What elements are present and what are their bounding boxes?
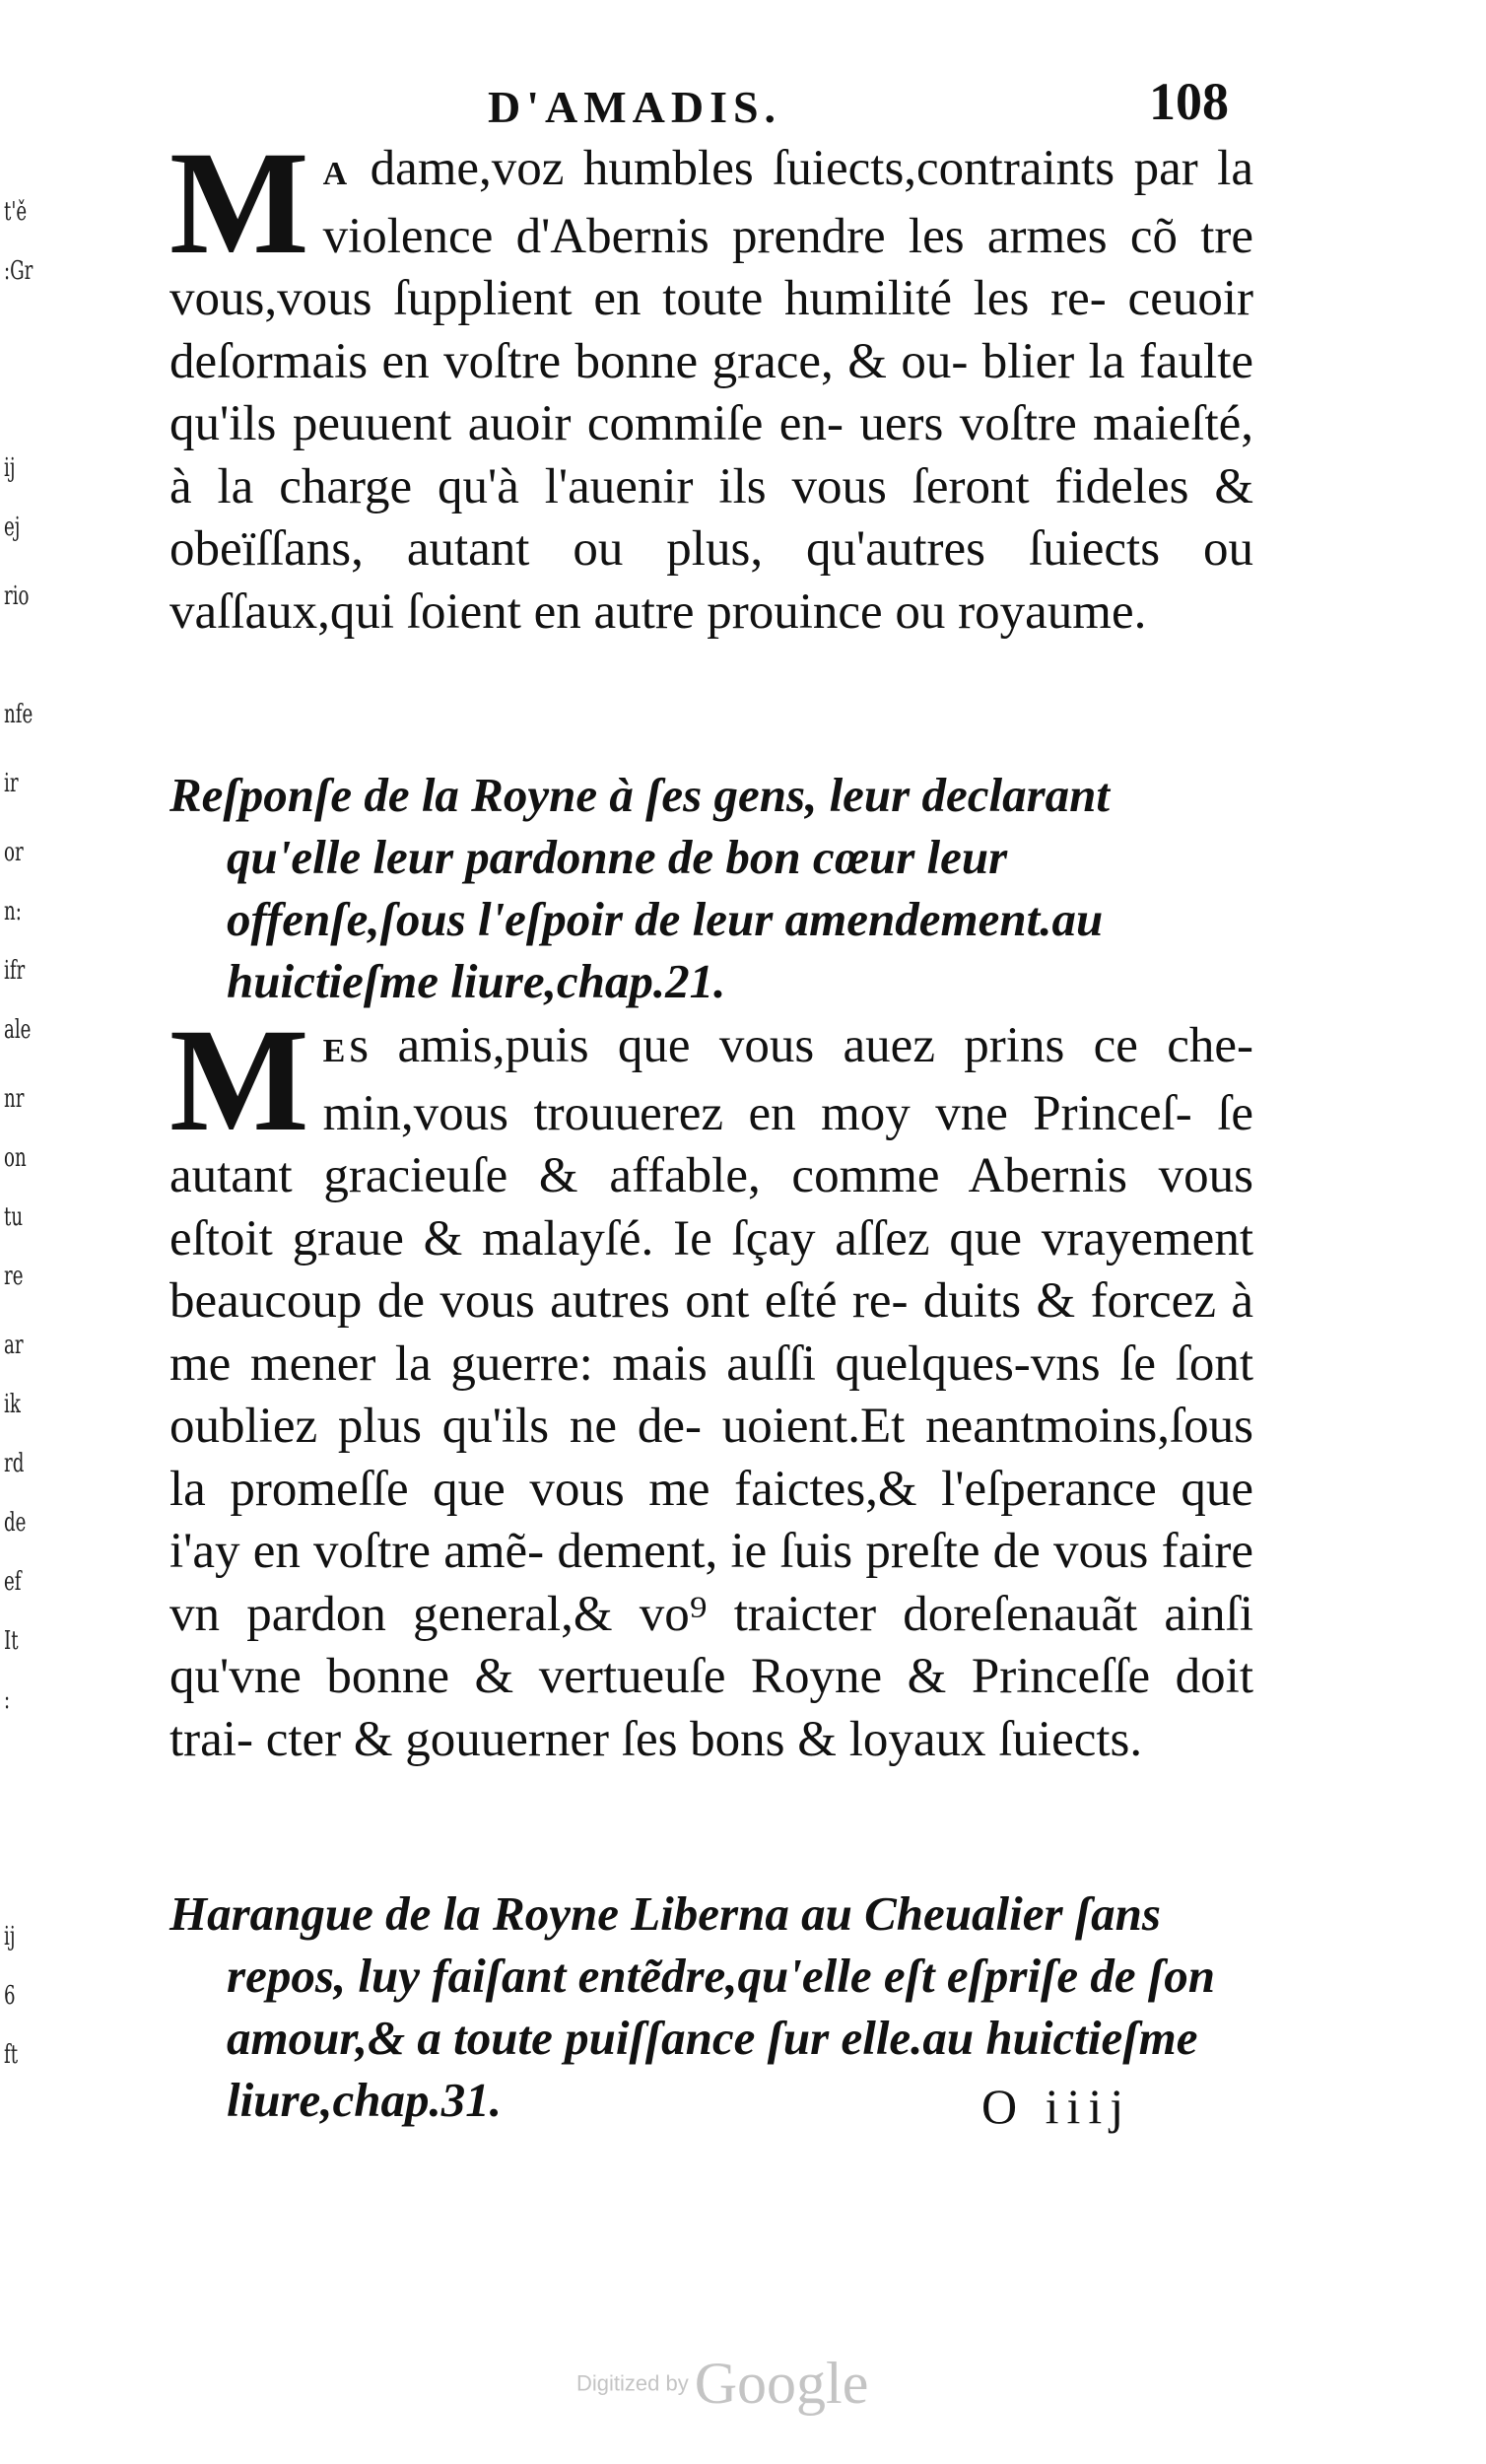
paragraph-text: s amis,puis que vous auez prins ce che- min,vous trouuerez en moy vne Princeſ- ſe autant gracieuſe & affable, comme Abernis vous eſtoit graue & malayſé. Ie ſçay aſſez que vrayement beaucoup de vous autres ont eſté re- duits & forcez à me mener la guerre: mais auſſi quelques-vns ſe ſont oubliez plus qu'ils ne de- uoient.Et neantmoins,ſous la promeſſe que vous me faictes,& l'eſperance que i'ay en voſtre amẽ- dement, ie ſuis preſte de vous faire vn pardon general,& vo⁹ traicter doreſenauãt ainſi qu'vne bonne & vertueuſe Royne & Princeſſe doit trai- cter & gouuerner ſes bons & loyaux ſuiects. [169,1018,1253,1767]
drop-cap: M [169,998,309,1162]
margin-mark: ar [4,1331,24,1360]
margin-mark: ifr [4,956,26,986]
margin-mark: rd [4,1449,25,1478]
margin-mark: nr [4,1084,25,1114]
margin-mark: It [4,1626,19,1656]
margin-mark: 6 [4,1981,16,2011]
drop-cap: M [169,121,309,285]
heading-text: Reſponſe de la Royne à ſes gens, leur declarant qu'elle leur pardonne de bon cœur leur offenſe,ſous l'eſpoir de leur amendement.au huictieſme liure,chap.21. [169,768,1111,1008]
small-cap: E [322,1033,350,1069]
margin-mark: nfe [4,700,34,729]
margin-mark: n: [4,897,22,926]
bleed-through-margin [0,168,39,2089]
page-number: 108 [1149,72,1229,131]
margin-mark: ft [4,2040,19,2070]
digitized-watermark [576,2350,869,2416]
margin-mark: ij [4,1922,16,1951]
margin-mark: or [4,838,24,867]
margin-mark: re [4,1262,24,1291]
margin-mark: ale [4,1015,32,1045]
margin-mark: ik [4,1390,21,1419]
paragraph-2 [169,998,1253,1771]
paragraph-1 [169,121,1253,644]
margin-mark: ir [4,769,19,798]
small-cap: A [322,156,352,192]
margin-mark: rio [4,582,30,611]
watermark-small: Digitized by [576,2370,689,2396]
margin-mark: de [4,1508,27,1538]
watermark-logo: Google [694,2351,869,2416]
section-heading-1 [169,764,1253,1012]
margin-mark: :Gr [4,256,34,286]
running-head: D'AMADIS. [488,82,782,132]
margin-mark: t'ě [4,197,28,227]
margin-mark: ef [4,1567,22,1597]
signature-mark: O iiij [981,2079,1132,2134]
margin-mark: : [4,1685,11,1715]
margin-mark: ij [4,453,16,483]
margin-mark: ej [4,513,21,542]
heading-text: Harangue de la Royne Liberna au Cheualier ſans repos, luy faiſant entẽdre,qu'elle eſt eſpriſe de ſon amour,& a toute puiſſance ſur elle.au huictieſme liure,chap.31. [169,1886,1215,2127]
page-header [172,71,1237,140]
paragraph-text: dame,voz humbles ſuiects,contraints par la violence d'Abernis prendre les armes cõ tre vous,vous ſupplient en toute humilité les re- ceuoir deſormais en voſtre bonne grace, & ou- blier la faulte qu'ils peuuent auoir commiſe en- uers voſtre maieſté, à la charge qu'à l'auenir ils vous ſeront fideles & obeïſſans, autant ou plus, qu'autres ſuiects ou vaſſaux,qui ſoient en autre prouince ou royaume. [169,141,1253,640]
margin-mark: tu [4,1202,24,1232]
margin-mark: on [4,1143,27,1173]
